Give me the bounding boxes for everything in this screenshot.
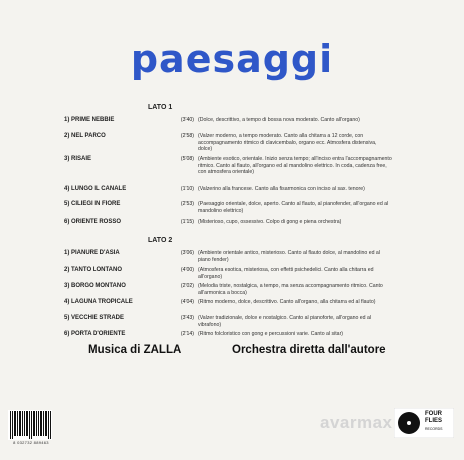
- music-credit: Musica di ZALLA: [88, 344, 182, 356]
- barcode: [8, 410, 52, 440]
- track-duration: (5'08): [180, 156, 194, 162]
- track-title: 6) ORIENTE ROSSO: [64, 219, 122, 225]
- watermark: avarmax: [320, 413, 393, 432]
- track-title: 1) PIANURE D'ASIA: [64, 250, 120, 256]
- track-description: (Paesaggio orientale, dolce, aperto. Canto al flauto, al pianofender, all'organo ed al mandolino elettrico): [198, 201, 389, 214]
- four-flies-logo-icon: [394, 408, 454, 438]
- track-title: 5) CILIEGI IN FIORE: [64, 201, 121, 207]
- track-title: 3) RISAIE: [64, 156, 92, 162]
- track-title: 2) TANTO LONTANO: [64, 267, 122, 273]
- track-title: 2) NEL PARCO: [64, 133, 106, 139]
- track-description: (Melodia triste, nostalgica, a tempo, ma senza accompagnamento ritmico. Canto all'armonica a bocca): [198, 283, 383, 296]
- track-duration: (1'10): [180, 186, 194, 192]
- track-title: 6) PORTA D'ORIENTE: [64, 331, 126, 337]
- track-description: (Valzer moderno, a tempo moderato. Canto alla chitarra a 12 corde, con accompagnamento ritmico di clavicembalo, organo ecc. Atmosfera distensiva, dolce): [198, 133, 377, 153]
- album-title: paesaggi: [130, 37, 334, 81]
- track-duration: (2'02): [180, 283, 194, 289]
- barcode-number: 8 032732 889463: [13, 440, 49, 445]
- track-title: 1) PRIME NEBBIE: [64, 117, 115, 123]
- track-description: (Valzer tradizionale, dolce e nostalgico. Canto al pianoforte, all'organo ed al vibrafono): [198, 315, 372, 328]
- track-duration: (2'53): [180, 201, 194, 207]
- track-duration: (4'00): [180, 267, 194, 273]
- side-2-label: LATO 2: [148, 237, 173, 244]
- track-description: (Valzerino alla francese. Canto alla fisarmonica con inciso al sax. tenore): [198, 186, 365, 192]
- track-description: (Atmosfera esotica, misteriosa, con effetti psichedelici. Canto alla chitarra ed all'organo): [198, 267, 374, 280]
- track-description: (Dolce, descrittivo, a tempo di bossa nova moderato. Canto all'organo): [198, 117, 360, 123]
- track-duration: (2'58): [180, 133, 194, 139]
- track-title: 5) VECCHIE STRADE: [64, 315, 125, 321]
- logo-line-3: RECORDS: [425, 427, 443, 431]
- orchestra-credit: Orchestra diretta dall'autore: [232, 344, 386, 356]
- track-title: 4) LAGUNA TROPICALE: [64, 299, 133, 305]
- track-description: (Ritmo moderno, dolce, descrittivo. Canto all'organo, alla chitarra ed al flauto): [198, 299, 376, 305]
- logo-line-2: FLIES: [425, 418, 443, 424]
- track-duration: (4'04): [180, 299, 194, 305]
- logo-line-1: FOUR: [425, 411, 442, 417]
- track-duration: (3'43): [180, 315, 194, 321]
- side-1-label: LATO 1: [148, 104, 173, 111]
- track-duration: (3'06): [180, 250, 194, 256]
- track-description: (Ritmo folcloristico con gong e percussioni varie. Canto al sitar): [198, 331, 344, 337]
- track-duration: (3'40): [180, 117, 194, 123]
- track-title: 3) BORGO MONTANO: [64, 283, 126, 289]
- track-description: (Ambiente orientale antico, misterioso. Canto al flauto dolce, al mandolino ed al piano fender): [198, 250, 380, 263]
- track-duration: (1'15): [180, 219, 194, 225]
- track-description: (Ambiente esotico, orientale. Inizio senza tempo; all'inciso entra l'accompagnamento ritmico. Canto al flauto, all'organo ed al mandolino elettrico. In coda, cadenza free, con atmosfera orientale): [198, 156, 392, 176]
- track-duration: (2'14): [180, 331, 194, 337]
- track-description: (Misterioso, cupo, ossessivo. Colpo di gong e piena orchestra): [198, 219, 342, 225]
- track-title: 4) LUNGO IL CANALE: [64, 186, 127, 192]
